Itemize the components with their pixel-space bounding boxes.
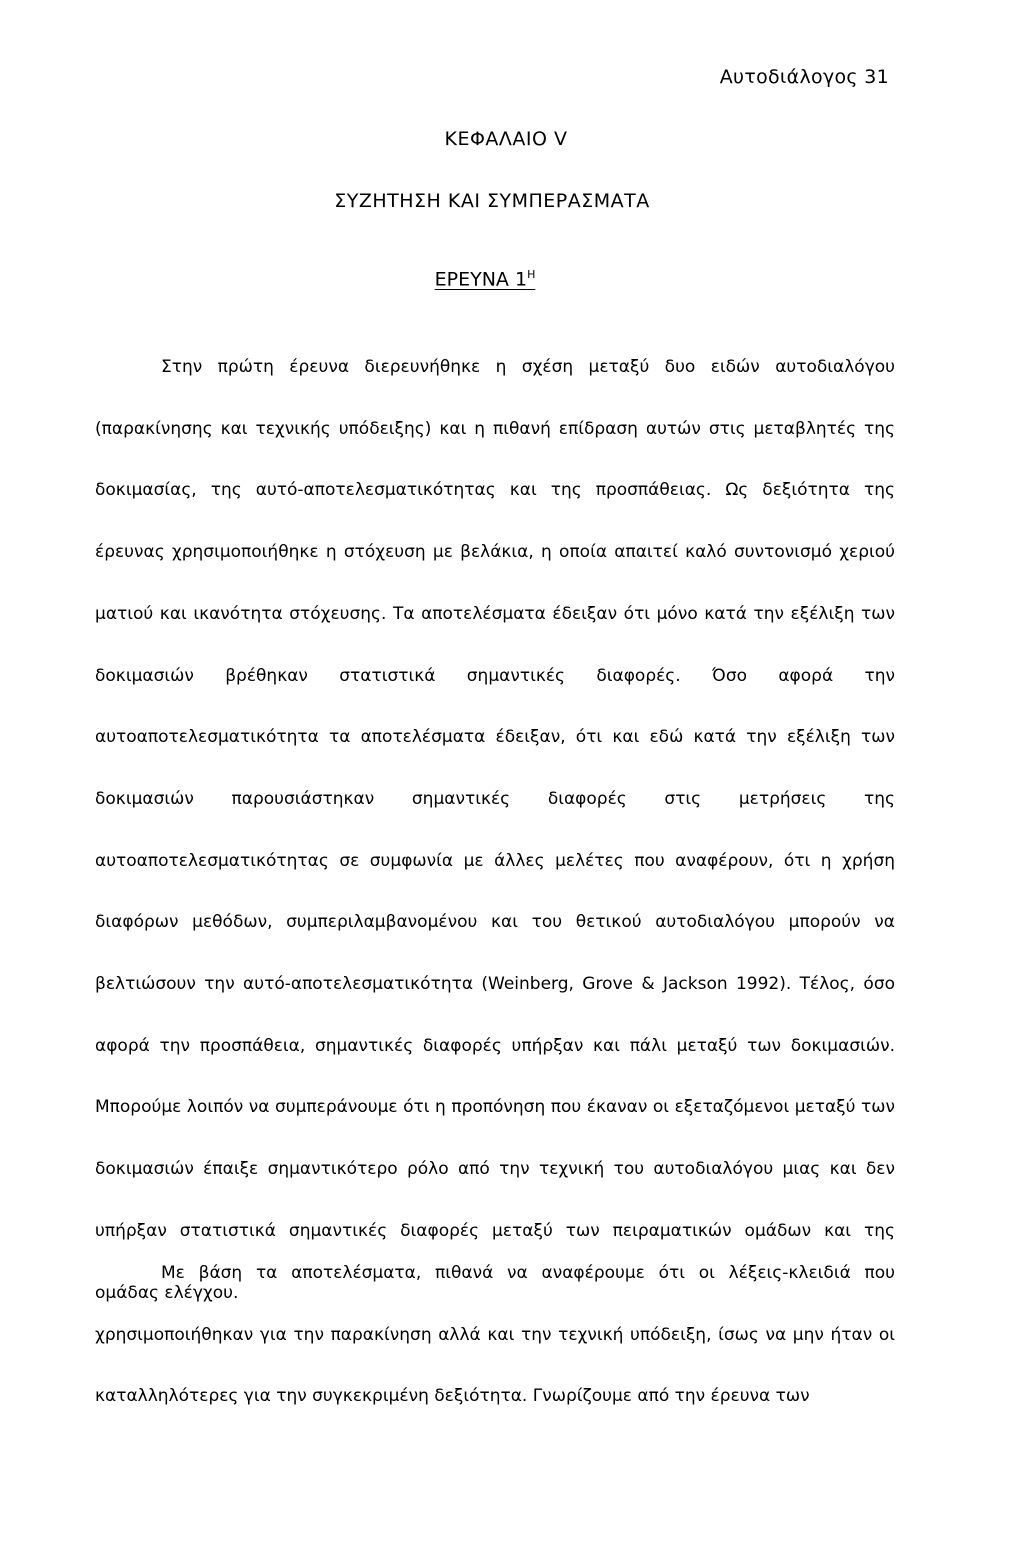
body-paragraph-2: Με βάση τα αποτελέσματα, πιθανά να αναφέρουμε ότι οι λέξεις-κλειδιά που χρησιμοποιήθηκαν για την παρακίνηση αλλά και την τεχνική υπόδειξη, ίσως να μην ήταν οι καταλληλότερες για την συγκεκριμένη δεξιότητα. Γνωρίζουμε από την έρευνα των: [95, 1263, 895, 1407]
chapter-heading: ΚΕΦΑΛΑΙΟ V: [444, 128, 568, 150]
section-superscript: Η: [527, 268, 536, 281]
chapter-title: ΣΥΖΗΤΗΣΗ ΚΑΙ ΣΥΜΠΕΡΑΣΜΑΤΑ: [334, 190, 650, 212]
section-label: ΕΡΕΥΝΑ 1: [434, 268, 528, 291]
page-header: Αυτοδιάλογος 31: [719, 66, 889, 88]
body-paragraph-1: Στην πρώτη έρευνα διερευνήθηκε η σχέση μεταξύ δυο ειδών αυτοδιαλόγου (παρακίνησης και τεχνικής υπόδειξης) και η πιθανή επίδραση αυτών στις μεταβλητές της δοκιμασίας, της αυτό-αποτελεσματικότητας και της προσπάθειας. Ως δεξιότητα της έρευνας χρησιμοποιήθηκε η στόχευση με βελάκια, η οποία απαιτεί καλό συντονισμό χεριού ματιού και ικανότητα στόχευσης. Τα αποτελέσματα έδειξαν ότι μόνο κατά την εξέλιξη των δοκιμασιών βρέθηκαν στατιστικά σημαντικές διαφορές. Όσο αφορά την αυτοαποτελεσματικότητα τα αποτελέσματα έδειξαν, ότι και εδώ κατά την εξέλιξη των δοκιμασιών παρουσιάστηκαν σημαντικές διαφορές στις μετρήσεις της αυτοαποτελεσματικότητας σε συμφωνία με άλλες μελέτες που αναφέρουν, ότι η χρήση διαφόρων μεθόδων, συμπεριλαμβανομένου και του θετικού αυτοδιαλόγου μπορούν να βελτιώσουν την αυτό-αποτελεσματικότητα (Weinberg, Grove & Jackson 1992). Τέλος, όσο αφορά την προσπάθεια, σημαντικές διαφορές υπήρξαν και πάλι μεταξύ των δοκιμασιών. Μπορούμε λοιπόν να συμπεράνουμε ότι η προπόνηση που έκαναν οι εξεταζόμενοι μεταξύ των δοκιμασιών έπαιξε σημαντικότερο ρόλο από την τεχνική του αυτοδιαλόγου μιας και δεν υπήρξαν στατιστικά σημαντικές διαφορές μεταξύ των πειραματικών ομάδων και της ομάδας ελέγχου.: [95, 357, 895, 1303]
section-heading: [0, 268, 997, 290]
